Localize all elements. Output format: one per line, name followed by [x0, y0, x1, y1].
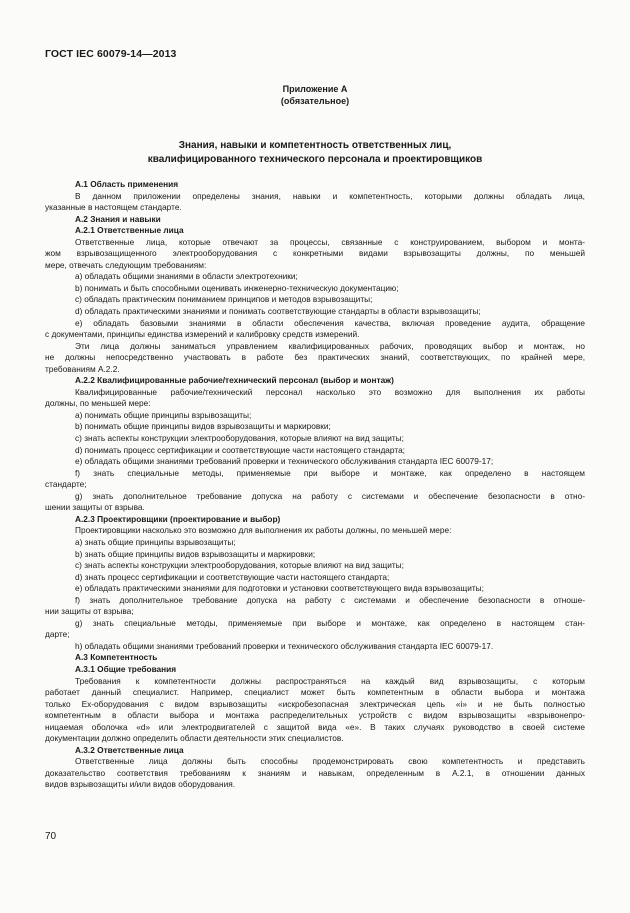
text-line: g) знать дополнительное требование допуска на работу с системами и обеспечение безопасности в отно-: [75, 490, 585, 501]
section-heading: А.3.2 Ответственные лица: [75, 744, 184, 755]
text-line: дарте;: [45, 629, 70, 640]
section-heading: А.2.3 Проектировщики (проектирование и выбор): [75, 513, 281, 524]
text-line: доказательство соответствия требованиям к знаниям и навыкам, определенным в А.2.1, в отношении данных: [45, 767, 585, 778]
annex-heading: [0, 83, 630, 107]
section-heading: А.2 Знания и навыки: [75, 213, 161, 224]
text-line: видов взрывозащиты и/или видов оборудования.: [45, 779, 236, 790]
text-line: указанные в настоящем стандарте.: [45, 202, 182, 213]
text-line: d) обладать практическими знаниями и понимать соответствующие стандарты в области взрывозащиты;: [75, 306, 481, 317]
annex-title: Приложение А: [282, 84, 348, 94]
text-line: только Ех-оборудования с видом взрывозащиты «искробезопасная электрическая цепь «i» и не быть полностью: [45, 698, 585, 709]
text-line: жом взрывозащищенного электрооборудования с конкретными видами взрывозащиты должны, по меньшей: [45, 248, 585, 259]
text-line: Проектировщики насколько это возможно для выполнения их работы должны, по меньшей мере:: [75, 525, 452, 536]
text-line: документации должно определить области деятельности этих специалистов.: [45, 733, 344, 744]
text-line: с документами, принципы единства измерений и калибровку средств измерений.: [45, 329, 360, 340]
text-line: Требования к компетентности должны распространяться на каждый вид взрывозащиты, с которым: [75, 675, 585, 686]
text-line: Ответственные лица, которые отвечают за процессы, связанные с конструированием, выбором и монта-: [75, 236, 585, 247]
text-line: мере, отвечать следующим требованиям:: [45, 259, 207, 270]
text-line: h) обладать общими знаниями требований проверки и технического обслуживания стандарта IEC 60079-17.: [75, 640, 494, 651]
text-line: b) понимать и быть способными оценивать инженерно-техническую документацию;: [75, 282, 399, 293]
text-line: b) понимать общие принципы видов взрывозащиты и маркировки;: [75, 421, 331, 432]
text-line: а) понимать общие принципы взрывозащиты;: [75, 409, 252, 420]
section-title-line: квалифицированного технического персонала и проектировщиков: [147, 154, 483, 165]
section-heading: А.2.1 Ответственные лица: [75, 225, 184, 236]
text-line: а) знать общие принципы взрывозащиты;: [75, 536, 236, 547]
text-line: e) обладать практическими знаниями для подготовки и установки соответствующего вида взрывозащиты;: [75, 583, 484, 594]
text-line: не должны непосредственно участвовать в работе без практических знаний, соответствующих, по крайней мере,: [45, 352, 585, 363]
text-line: d) знать процесс сертификации и соответствующие части настоящего стандарта;: [75, 571, 390, 582]
text-line: а) обладать общими знаниями в области электротехники;: [75, 271, 298, 282]
text-line: f) знать дополнительное требование допуска на работу с системами и обеспечение безопасности в отноше-: [75, 594, 585, 605]
section-heading: А.3.1 Общие требования: [75, 663, 177, 674]
text-line: Эти лица должны заниматься управлением квалифицированных рабочих, проводящих выбор и монтаж, но: [75, 340, 585, 351]
text-line: В данном приложении определены знания, навыки и компетентность, которыми должны обладать лица,: [75, 190, 585, 201]
text-line: Квалифицированные рабочие/технический персонал насколько это возможно для выполнения их работы: [75, 386, 585, 397]
text-line: требованиям А.2.2.: [45, 363, 120, 374]
section-heading: А.3 Компетентность: [75, 652, 158, 663]
text-line: компетентным в области выбора и монтажа распределительных устройств с видом взрывозащиты «взрывонепро-: [45, 710, 585, 721]
section-heading: А.2.2 Квалифицированные рабочие/технический персонал (выбор и монтаж): [75, 375, 394, 386]
text-line: e) обладать общими знаниями требований проверки и технического обслуживания стандарта IEC 60079-17;: [75, 456, 494, 467]
text-line: e) обладать базовыми знаниями в области обеспечения качества, включая проведение аудита, обращение: [75, 317, 585, 328]
text-line: должны, по меньшей мере:: [45, 398, 151, 409]
section-title: [0, 139, 630, 167]
text-line: f) знать специальные методы, применяемые при выборе и монтаже, как определено в настоящем: [75, 467, 585, 478]
text-line: ницаемая оболочка «d» или электродвигателей с защитой вида «е». В таких случаях руководство в своей системе: [45, 721, 585, 732]
text-line: шении защиты от взрыва.: [45, 502, 145, 513]
document-header: ГОСТ IEC 60079-14—2013: [45, 48, 177, 60]
text-line: g) знать специальные методы, применяемые при выборе и монтаже, как определено в настоящем стан-: [75, 617, 585, 628]
text-line: Ответственные лица должны быть способны продемонстрировать свою компетентность и представить: [75, 756, 585, 767]
page-number: 70: [45, 831, 57, 842]
section-heading: А.1 Область применения: [75, 179, 179, 189]
text-line: стандарте;: [45, 479, 87, 490]
text-line: c) обладать практическим пониманием принципов и методов взрывозащиты;: [75, 294, 373, 305]
section-title-line: Знания, навыки и компетентность ответственных лиц,: [178, 140, 452, 151]
text-line: нии защиты от взрыва;: [45, 606, 134, 617]
text-line: c) знать аспекты конструкции электрооборудования, которые влияют на вид защиты;: [75, 433, 404, 444]
text-line: c) знать аспекты конструкции электрооборудования, которые влияют на вид защиты;: [75, 560, 404, 571]
text-line: d) понимать процесс сертификации и соответствующие части настоящего стандарта;: [75, 444, 405, 455]
annex-status: (обязательное): [280, 96, 350, 106]
text-line: b) знать общие принципы видов взрывозащиты и маркировки;: [75, 548, 316, 559]
text-line: работает данный специалист. Например, специалист может быть компетентным в области выбора и монтажа: [45, 687, 585, 698]
document-body: [45, 179, 585, 791]
